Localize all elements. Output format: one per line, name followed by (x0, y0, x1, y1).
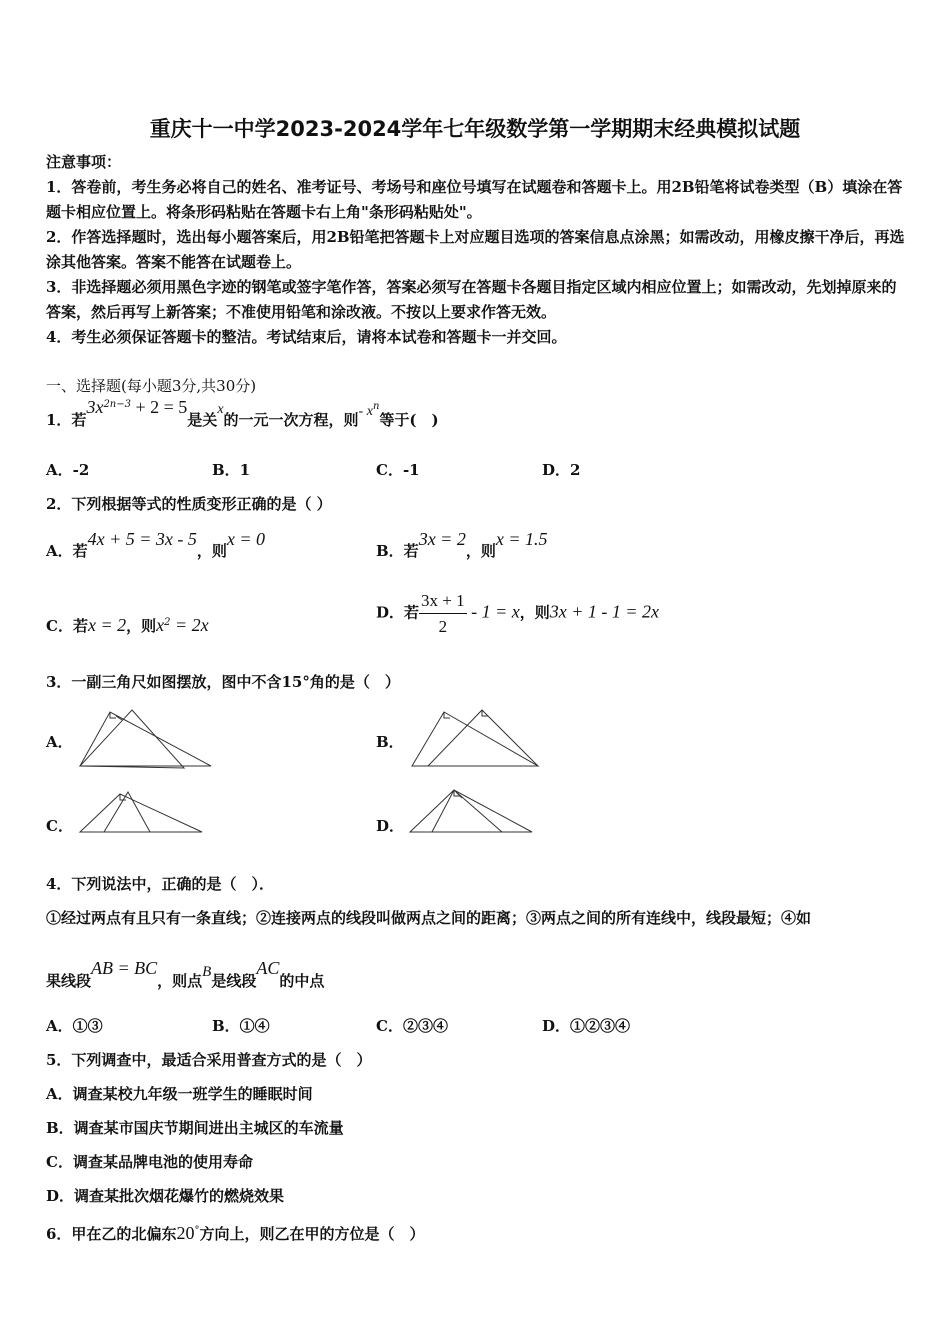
option-label: B．若 (376, 542, 419, 560)
q1-mid2: 的一元一次方程，则 (223, 411, 359, 429)
notes-heading: 注意事项： (46, 153, 122, 171)
q4-text: 果线段 (46, 972, 92, 990)
q6-angle: 20 (176, 1223, 195, 1243)
note-item: 2．作答选择题时，选出每小题答案后，用2B铅笔把答题卡上对应题目选项的答案信息点涂黑；如需改动，用橡皮擦干净后，再选涂其他答案。答案不能答在试题卷上。 (46, 228, 905, 271)
option: D．2 (542, 461, 581, 479)
option-label: D． (376, 817, 405, 835)
option: C．②③④ (376, 1017, 448, 1035)
q2-c-exponent: 2 (164, 617, 171, 628)
q2-d-fraction (419, 588, 467, 639)
option: B．调查某市国庆节期间进出主城区的车流量 (46, 1119, 344, 1137)
question-1 (46, 397, 439, 434)
q4-text: ，则点 (157, 972, 203, 990)
then-text: ，则 (126, 617, 157, 635)
q1-exponent: 2n−3 (103, 399, 131, 410)
q2-option-d (376, 588, 659, 639)
option-label: C．若 (46, 617, 88, 635)
note-item: 3．非选择题必须用黑色字迹的钢笔或签字笔作答，答案必须写在答题卡各题目指定区域内相应位置上；如需改动，先划掉原来的答案，然后再写上新答案；不准使用铅笔和涂改液。不按以上要求作答无效。 (46, 278, 897, 321)
option: C．调查某品牌电池的使用寿命 (46, 1153, 253, 1171)
q1-suffix: 等于( ) (379, 411, 439, 429)
q4-statement-line-2 (46, 958, 325, 995)
q4-equation: AB = BC (91, 958, 158, 978)
q2-c-result: x (156, 615, 165, 635)
fraction-denominator: 2 (438, 617, 448, 636)
q2-d-equation-rest: - 1 = x (466, 601, 520, 622)
q2-c-equation: x = 2 (87, 615, 127, 635)
question-5-stem: 5．下列调查中，最适合采用普查方式的是（ ） (46, 1051, 372, 1069)
triangle-figure-d (406, 786, 536, 836)
q2-a-equation: 4x + 5 = 3x - 5 (87, 529, 197, 549)
q2-a-result: x = 0 (226, 529, 266, 549)
option-label: C． (46, 817, 73, 835)
option-label: B． (376, 733, 404, 751)
q1-equation: 3x (86, 397, 104, 417)
q2-option-a (46, 529, 266, 564)
q6-text: 6．甲在乙的北偏东 (46, 1225, 177, 1243)
option: D．①②③④ (542, 1017, 631, 1035)
then-text: ，则 (519, 603, 550, 622)
triangle-figure-b (408, 708, 543, 770)
q4-text: 的中点 (279, 972, 325, 990)
q4-segment: AC (256, 958, 280, 978)
q2-d-result: 3x + 1 - 1 = 2x (549, 601, 660, 622)
option-label: A． (46, 733, 73, 751)
q2-option-c (46, 610, 209, 639)
fraction-numerator: 3x + 1 (419, 588, 467, 614)
q1-equation-rest: + 2 = 5 (130, 397, 188, 417)
triangle-figure-a (76, 706, 216, 770)
option-label: A．若 (46, 542, 88, 560)
q1-expr: - x (358, 404, 373, 419)
then-text: ，则 (196, 542, 227, 560)
option: D．调查某批次烟花爆竹的燃烧效果 (46, 1187, 285, 1205)
q4-statement-line: ①经过两点有且只有一条直线；②连接两点的线段叫做两点之间的距离；③两点之间的所有连线中，线段最短；④如 (46, 909, 812, 927)
q4-point: B (202, 964, 212, 980)
question-6-stem (46, 1218, 424, 1247)
q1-var: x (217, 402, 224, 417)
q2-option-b (376, 529, 548, 564)
q2-b-result: x = 1.5 (495, 529, 548, 549)
q4-text: 是线段 (211, 972, 257, 990)
question-4-stem: 4．下列说法中，正确的是（ ）． (46, 875, 274, 893)
option: C．-1 (376, 461, 420, 479)
q6-degree: ° (194, 1225, 200, 1236)
q1-mid: 是关 (187, 411, 218, 429)
option: B．①④ (212, 1017, 270, 1035)
q1-prefix: 1．若 (46, 411, 87, 429)
q2-b-equation: 3x = 2 (418, 529, 466, 549)
note-item: 4．考生必须保证答题卡的整洁。考试结束后，请将本试卷和答题卡一并交回。 (46, 328, 567, 346)
question-3-stem: 3．一副三角尺如图摆放，图中不含15°角的是（ ） (46, 673, 400, 691)
then-text: ，则 (465, 542, 496, 560)
page-title: 重庆十一中学2023-2024学年七年级数学第一学期期末经典模拟试题 (149, 117, 801, 141)
option: B．1 (212, 461, 251, 479)
option-label: D．若 (376, 603, 420, 622)
q1-expr-exponent: n (372, 401, 380, 412)
q6-text: 方向上，则乙在甲的方位是（ ） (199, 1225, 425, 1243)
option: A．调查某校九年级一班学生的睡眠时间 (46, 1085, 313, 1103)
option: A．①③ (46, 1017, 103, 1035)
note-item: 1．答卷前，考生务必将自己的姓名、准考证号、考场号和座位号填写在试题卷和答题卡上。用2B铅笔将试卷类型（B）填涂在答题卡相应位置上。将条形码粘贴在答题卡右上角"条形码粘贴处"。 (46, 178, 903, 221)
option: A．-2 (46, 461, 90, 479)
q2-c-result-rest: = 2x (170, 615, 209, 635)
triangle-figure-c (76, 790, 206, 836)
section-heading: 一、选择题(每小题3分,共30分) (46, 377, 257, 395)
question-2-stem: 2．下列根据等式的性质变形正确的是（ ） (46, 495, 332, 513)
